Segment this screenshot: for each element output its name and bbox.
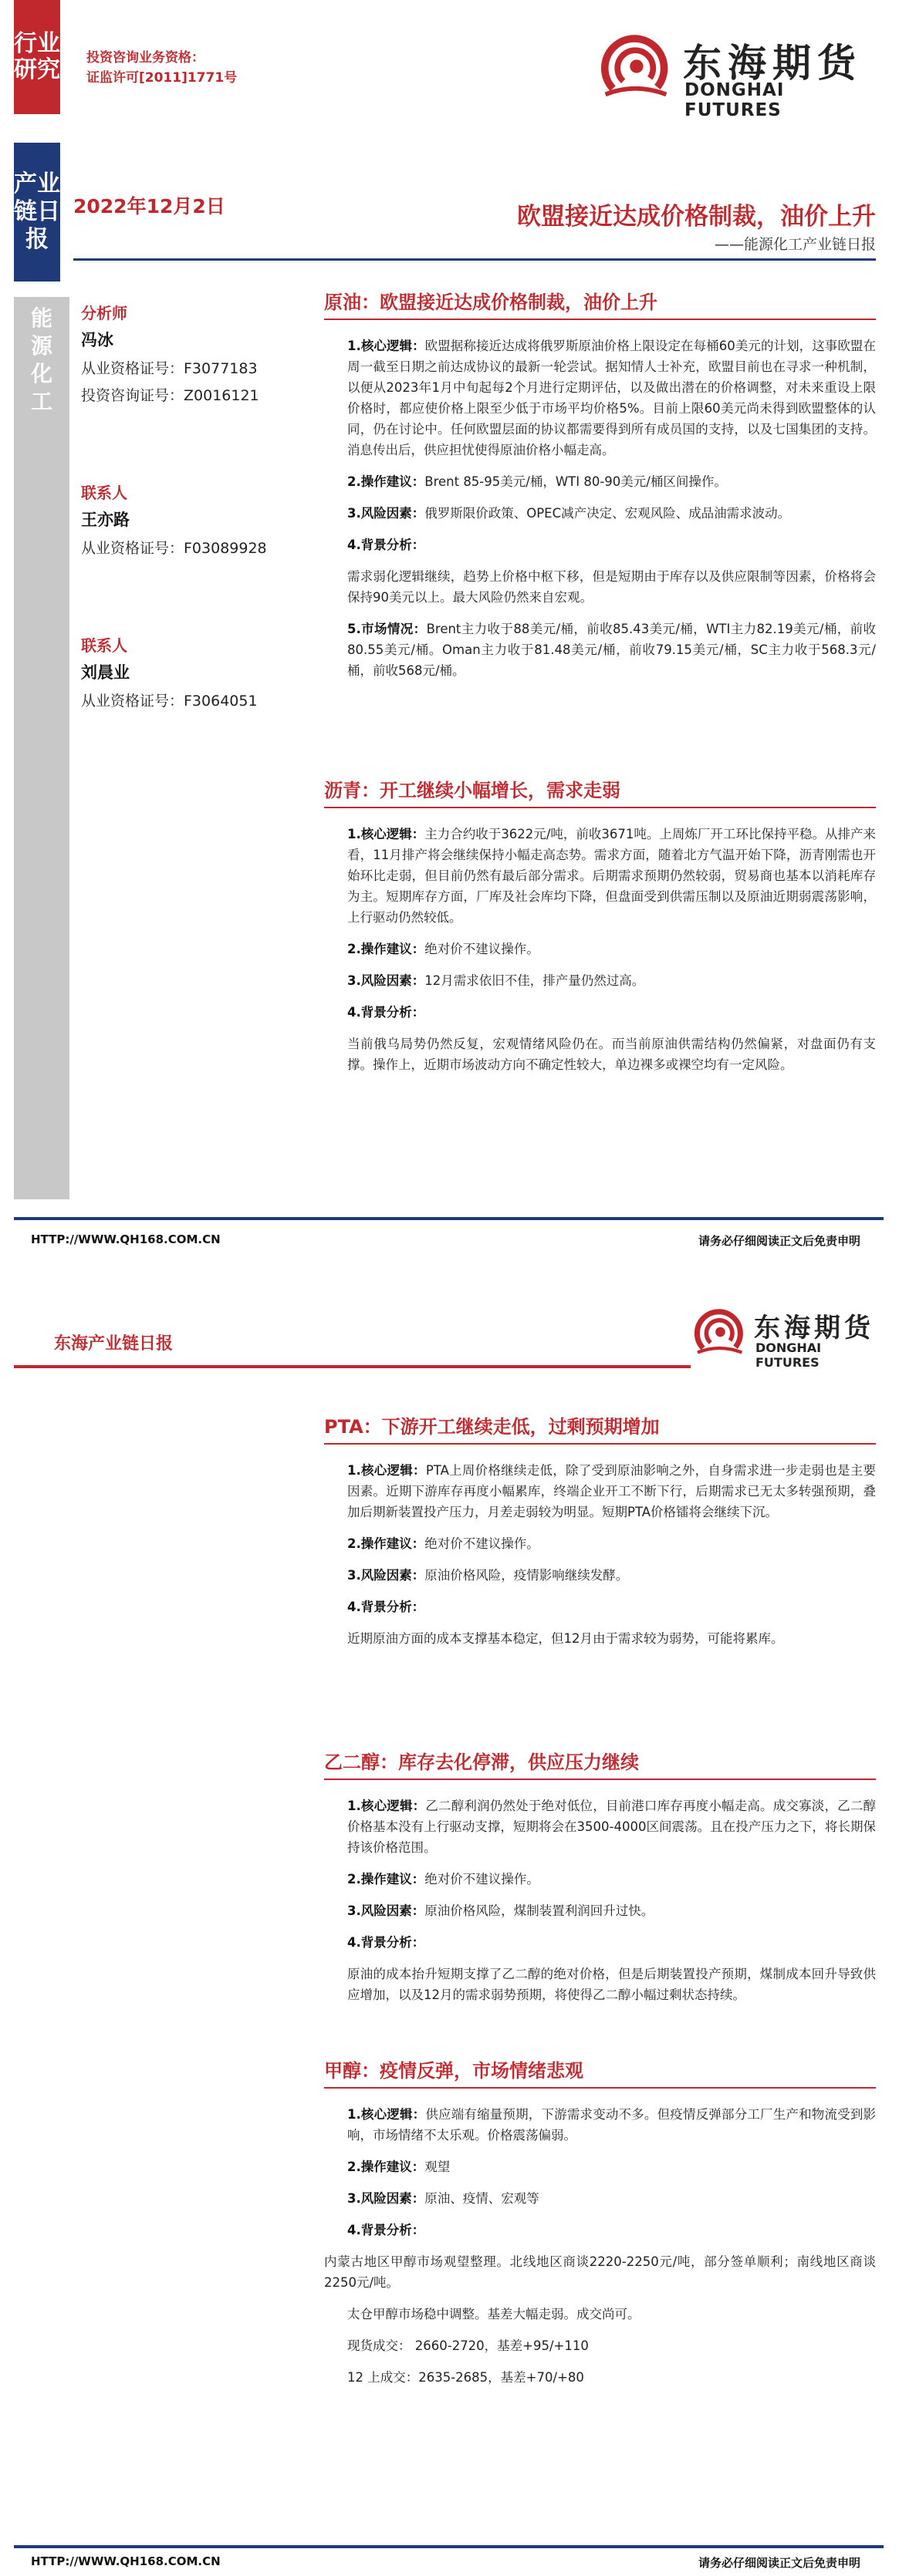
text: 供应端有缩量预期，下游需求变动不多。但疫情反弹部分工厂生产和物流受到影响，市场情绪不太乐观。价格震荡偏弱。 [347,2107,877,2143]
footer-divider [14,2545,884,2548]
footer-url[interactable]: HTTP://WWW.QH168.COM.CN [31,2554,221,2568]
donghai-logo-icon [598,29,672,103]
logo-en-text: DONGHAI FUTURES [755,1340,822,1370]
spacer [81,411,313,480]
methanol-spot: 现货成交： 2660-2720，基差+95/+110 [347,2338,589,2353]
donghai-logo-icon [692,1305,746,1359]
spacer [81,564,313,633]
footer-url[interactable]: HTTP://WWW.QH168.COM.CN [31,1232,221,1246]
sector-char-3: 化 [30,361,52,386]
meg-section [324,1747,876,2016]
label: 1.核心逻辑： [347,827,425,841]
label: 2.操作建议： [347,2160,425,2174]
pta-operation [324,1533,876,1554]
label: 4.背景分析： [347,538,425,552]
qualification-line-1: 投资咨询业务资格： [86,50,204,66]
sector-sidebar [14,297,69,1199]
report-page-2 [0,1296,899,2576]
meg-background-label [324,1932,876,1953]
sector-label [14,305,69,416]
qualification-info [86,48,237,88]
pta-core-logic [324,1460,876,1522]
page2-header-bar [14,1365,691,1368]
meg-core-logic [324,1795,876,1858]
tag-red-line-1: 行业 [14,30,60,57]
page2-header-title: 东海产业链日报 [54,1334,174,1354]
contact-license: 从业资格证号：F03089928 [81,540,267,557]
report-date: 2022年12月2日 [73,195,225,217]
text: 俄罗斯限价政策、OPEC减产决定、宏观风险、成品油需求波动。 [424,506,791,521]
text: Brent主力收于88美元/桶，前收85.43美元/桶，WTI主力82.19美元/桶，前收80.55美元/桶。Oman主力收于81.48美元/桶，前收79.15美元/桶，SC主力收于568.3元/桶，前收568元/桶。 [347,622,877,678]
company-logo-small [692,1305,877,1370]
label: 4.背景分析： [347,1005,425,1020]
report-page-1 [0,0,899,1280]
crude-core-logic [324,335,876,460]
text: 绝对价不建议操作。 [424,942,539,956]
asphalt-background: 当前俄乌局势仍然反复，宏观情绪风险仍在。而当前原油供需结构仍然偏紧，对盘面仍有支撑。操作上，近期市场波动方向不确定性较大，单边裸多或裸空均有一定风险。 [347,1037,876,1072]
asphalt-title: 沥青：开工继续小幅增长，需求走弱 [324,775,876,808]
crude-risk [324,503,876,524]
crude-background-label [324,534,876,555]
company-logo [598,29,876,120]
tag-blue-line-3: 报 [25,226,49,253]
label: 2.操作建议： [347,474,425,489]
footer-disclaimer: 请务必仔细阅读正文后免责申明 [698,2556,860,2570]
asphalt-core-logic [324,824,876,928]
label: 2.操作建议： [347,1536,425,1551]
label: 1.核心逻辑： [347,1463,426,1478]
crude-title: 原油：欧盟接近达成价格制裁，油价上升 [324,287,876,320]
crude-operation [324,471,876,492]
asphalt-section [324,775,876,1086]
crude-section [324,287,876,692]
crude-background: 需求弱化逻辑继续，趋势上价格中枢下移，但是短期由于库存以及供应限制等因素，价格将会保持90美元以上。最大风险仍然来自宏观。 [347,569,876,605]
methanol-taicang: 太仓甲醇市场稳中调整。基差大幅走弱。成交尚可。 [347,2307,640,2321]
logo-cn-text: 东海期货 [754,1313,874,1344]
methanol-section [324,2055,876,2399]
analyst-consult-license: 投资咨询证号：Z0016121 [81,387,259,404]
label: 4.背景分析： [347,1600,425,1614]
meg-operation [324,1869,876,1890]
sector-char-1: 能 [30,305,52,331]
footer-disclaimer: 请务必仔细阅读正文后免责申明 [698,1234,860,1248]
meg-background: 原油的成本抬升短期支撑了乙二醇的绝对价格，但是后期装置投产预期，煤制成本回升导致供应增加，以及12月的需求弱势预期，将使得乙二醇小幅过剩状态持续。 [347,1967,876,2002]
pta-background: 近期原油方面的成本支撑基本稳定，但12月由于需求较为弱势，可能将累库。 [347,1631,784,1646]
industry-research-tag [14,0,60,114]
footer-divider [14,1217,884,1220]
sector-char-2: 源 [30,333,52,359]
report-subtitle: ——能源化工产业链日报 [714,236,876,253]
label: 1.核心逻辑： [347,2107,426,2122]
contact-role: 联系人 [81,484,127,502]
methanol-12-contract: 12 上成交：2635-2685，基差+70/+80 [347,2370,584,2385]
contact-role-2: 联系人 [81,636,127,655]
methanol-core-logic [324,2104,876,2146]
label: 5.市场情况： [347,622,427,636]
pta-risk [324,1565,876,1586]
methanol-operation [324,2156,876,2177]
analyst-info [81,301,313,716]
tag-blue-line-1: 产业 [14,170,60,197]
label: 3.风险因素： [347,1903,425,1918]
tag-blue-line-2: 链日 [14,198,60,225]
text: PTA上周价格继续走低，除了受到原油影响之外，自身需求进一步走弱也是主要因素。近期下游库存再度小幅累库，终端企业开工不断下行，后期需求已无太多转强预期，叠加后期新装置投产压力，月差走弱较为明显。短期PTA价格镭将会继续下沉。 [347,1463,876,1519]
qualification-line-2: 证监许可[2011]1771号 [86,70,238,86]
label: 1.核心逻辑： [347,339,425,353]
contact-name: 王亦路 [81,511,130,529]
label: 3.风险因素： [347,2191,425,2206]
analyst-role: 分析师 [81,304,127,322]
asphalt-operation [324,939,876,959]
meg-title: 乙二醇：库存去化停滞，供应压力继续 [324,1747,876,1780]
text: 欧盟据称接近达成将俄罗斯原油价格上限设定在每桶60美元的计划，这事欧盟在周一截至日期之前达成协议的最新一轮尝试。据知情人士补充，欧盟目前也在寻求一种机制，以便从2023年1月中旬起每2个月进行定期评估，以及做出潜在的价格调整，对未来重设上限价格时，都应使价格上限至少低于市场平均价格5%。目前上限60美元尚未得到欧盟整体的认同，仍在讨论中。任何欧盟层面的协议都需要得到所有成员国的支持，以及七国集团的支持。消息传出后，供应担忧使得原油价格小幅走高。 [347,339,877,457]
sector-char-4: 工 [30,389,52,414]
text: 绝对价不建议操作。 [424,1536,539,1551]
label: 2.操作建议： [347,1872,425,1886]
crude-market [324,619,876,681]
text: 原油价格风险，疫情影响继续发酵。 [424,1568,629,1583]
text: 主力合约收于3622元/吨，前收3671吨。上周炼厂开工环比保持平稳。从排产来看，11月排产将会继续保持小幅走高态势。需求方面，随着北方气温开始下降，沥青刚需也开始环比走弱，但目前仍然有最后部分需求。后期需求预期仍然较弱，贸易商也基本以消耗库存为主。短期库存方面，厂库及社会库均下降，但盘面受到供需压制以及原油近期弱震荡影响，上行驱动仍然较低。 [347,827,876,925]
text: 原油价格风险，煤制装置利润回升过快。 [424,1903,654,1918]
label: 4.背景分析： [347,1935,425,1950]
analyst-name: 冯冰 [81,331,113,349]
label: 1.核心逻辑： [347,1799,426,1813]
label: 3.风险因素： [347,506,425,521]
text: 乙二醇利润仍然处于绝对低位，目前港口库存再度小幅走高。成交寡淡，乙二醇价格基本没有上行驱动支撑，短期将会在3500-4000区间震荡。且在投产压力之下，将长期保持该价格范围。 [347,1799,877,1855]
label: 2.操作建议： [347,942,425,956]
analyst-license: 从业资格证号：F3077183 [81,360,258,377]
label: 4.背景分析： [347,2223,425,2237]
label: 3.风险因素： [347,973,425,988]
logo-cn-text: 东海期货 [683,40,862,86]
industry-chain-daily-tag [14,143,60,282]
pta-section [324,1411,876,1660]
methanol-background-label [324,2220,876,2241]
contact-name-2: 刘晨业 [81,663,130,682]
methanol-risk [324,2188,876,2209]
asphalt-risk [324,970,876,991]
text: 绝对价不建议操作。 [424,1872,539,1886]
report-title: 欧盟接近达成价格制裁，油价上升 [517,203,876,231]
asphalt-background-label [324,1002,876,1023]
methanol-title: 甲醇：疫情反弹，市场情绪悲观 [324,2055,876,2089]
text: Brent 85-95美元/桶，WTI 80-90美元/桶区间操作。 [424,474,727,489]
methanol-background: 内蒙古地区甲醇市场观望整理。北线地区商谈2220-2250元/吨，部分签单顺利；南线地区商谈2250元/吨。 [324,2254,876,2290]
contact-license-2: 从业资格证号：F3064051 [81,693,258,710]
meg-risk [324,1900,876,1921]
text: 12月需求依旧不佳，排产量仍然过高。 [424,973,645,988]
tag-red-line-2: 研究 [14,56,60,83]
pta-background-label [324,1597,876,1617]
logo-en-text: DONGHAI FUTURES [684,80,785,120]
pta-title: PTA：下游开工继续走低，过剩预期增加 [324,1411,876,1445]
text: 观望 [424,2160,451,2174]
label: 3.风险因素： [347,1568,425,1583]
text: 原油、疫情、宏观等 [424,2191,539,2206]
header-divider [73,258,876,261]
